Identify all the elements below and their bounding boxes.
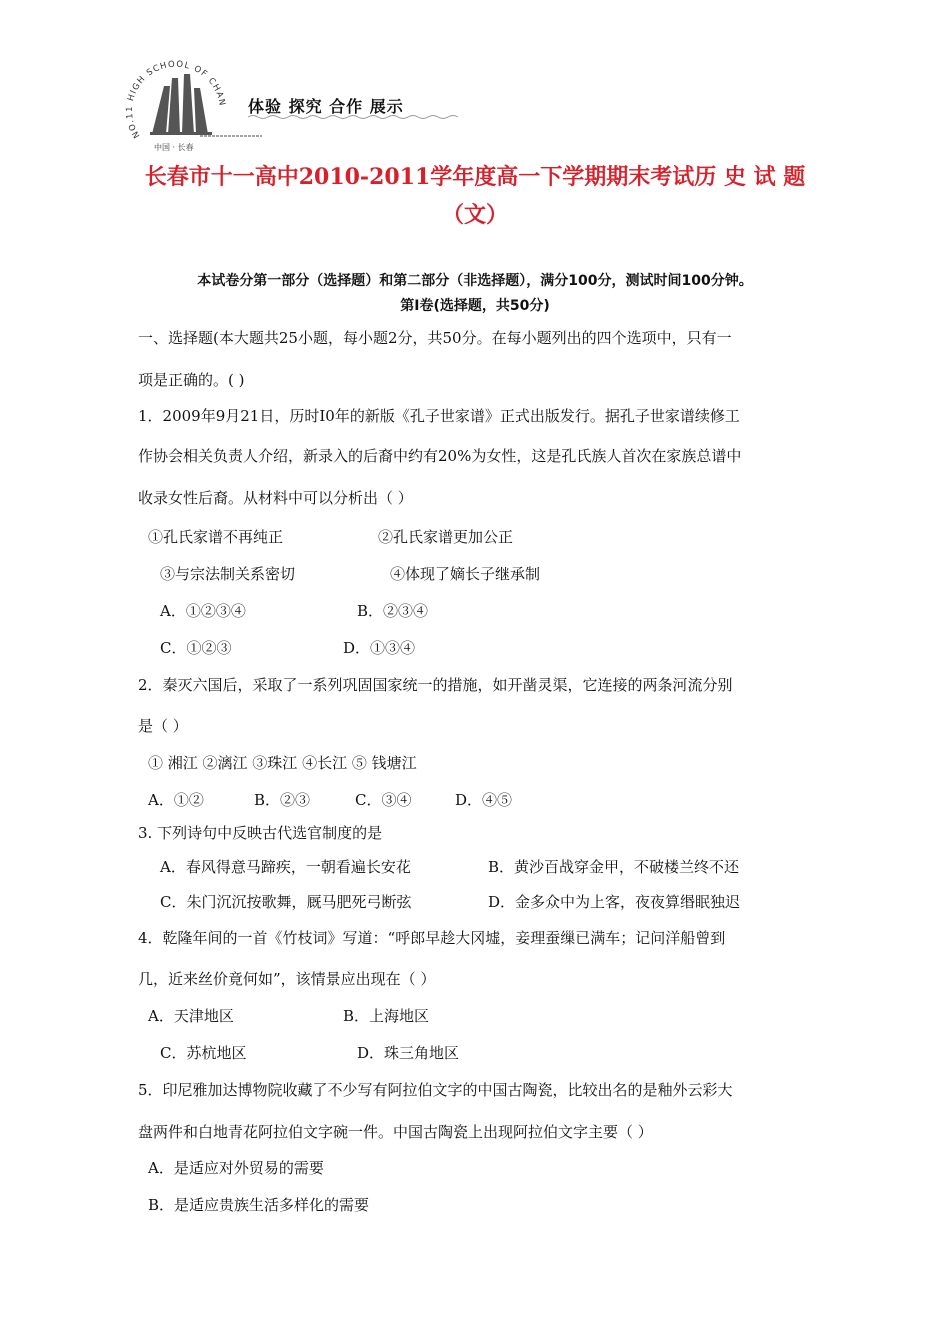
- option-a: A．天津地区: [148, 1007, 234, 1025]
- option-c: C．苏杭地区: [160, 1044, 247, 1062]
- question-text: 盘两件和白地青花阿拉伯文字碗一件。中国古陶瓷上出现阿拉伯文字主要（ ）: [138, 1123, 653, 1141]
- exam-instructions: 本试卷分第一部分（选择题）和第二部分（非选择题），满分100分，测试时间100分钟。: [197, 273, 753, 289]
- section-heading-cont: 项是正确的。( ): [138, 371, 245, 389]
- exam-title: 长春市十一高中2010-2011学年度高一下学期期末考试历 史 试 题: [144, 164, 806, 190]
- building-icon: [150, 74, 212, 135]
- option-a: A．①②③④: [160, 602, 246, 620]
- statement: ④体现了嫡长子继承制: [390, 565, 541, 583]
- option-a: A．春风得意马蹄疾，一朝看遍长安花: [160, 858, 411, 876]
- school-motto: 体验 探究 合作 展示: [248, 97, 404, 116]
- question-text: 作协会相关负责人介绍，新录入的后裔中约有20%为女性，这是孔氏族人首次在家族总谱中: [138, 447, 742, 465]
- question-text: 3. 下列诗句中反映古代选官制度的是: [138, 824, 383, 842]
- statement: ②孔氏家谱更加公正: [378, 528, 514, 546]
- option-d: D．①③④: [343, 639, 416, 657]
- question-text: 1．2009年9月21日，历时I0年的新版《孔子世家谱》正式出版发行。据孔子世家谱续修工: [138, 407, 740, 425]
- question-text: 4．乾隆年间的一首《竹枝词》写道：“呼郎早趁大冈墟，妾理蚕缫已满车；记问洋船曾到: [138, 929, 726, 947]
- option-b: B．②③④: [357, 602, 429, 620]
- question-text: 收录女性后裔。从材料中可以分析出（ ）: [138, 489, 413, 507]
- option-c: C．③④: [355, 791, 412, 809]
- logo-caption: 中国 · 长春: [154, 143, 194, 152]
- option-d: D．珠三角地区: [357, 1044, 460, 1062]
- option-a: A．①②: [148, 791, 204, 809]
- option-b: B．②③: [254, 791, 311, 809]
- option-a: A．是适应对外贸易的需要: [148, 1159, 324, 1177]
- statement: ①孔氏家谱不再纯正: [148, 528, 284, 546]
- question-text: 几，近来丝价竟何如”，该情景应出现在（ ）: [138, 970, 436, 988]
- school-name-arc: NO.11 HIGH SCHOOL OF CHAN: [124, 59, 227, 140]
- motto-underline: [248, 114, 463, 120]
- part-heading: 第Ⅰ卷(选择题，共50分): [400, 298, 550, 314]
- option-b: B．是适应贵族生活多样化的需要: [148, 1196, 370, 1214]
- question-text: 5．印尼雅加达博物院收藏了不少写有阿拉伯文字的中国古陶瓷，比较出名的是釉外云彩大: [138, 1081, 733, 1099]
- statement: ③与宗法制关系密切: [160, 565, 296, 583]
- option-b: B．上海地区: [343, 1007, 430, 1025]
- exam-title-subject: （文）: [441, 202, 508, 228]
- option-c: C．朱门沉沉按歌舞，厩马肥死弓断弦: [160, 893, 412, 911]
- option-c: C．①②③: [160, 639, 232, 657]
- section-heading: 一、选择题(本大题共25小题，每小题2分，共50分。在每小题列出的四个选项中，只有一: [138, 329, 732, 347]
- option-d: D．金多众中为上客，夜夜算缗眠独迟: [488, 893, 741, 911]
- question-text: 2．秦灭六国后，采取了一系列巩固国家统一的措施，如开凿灵渠，它连接的两条河流分别: [138, 676, 733, 694]
- option-d: D．④⑤: [455, 791, 513, 809]
- question-text: 是（ ）: [138, 717, 188, 735]
- river-list: ① 湘江 ②漓江 ③珠江 ④长江 ⑤ 钱塘江: [148, 754, 417, 772]
- option-b: B．黄沙百战穿金甲，不破楼兰终不还: [488, 858, 740, 876]
